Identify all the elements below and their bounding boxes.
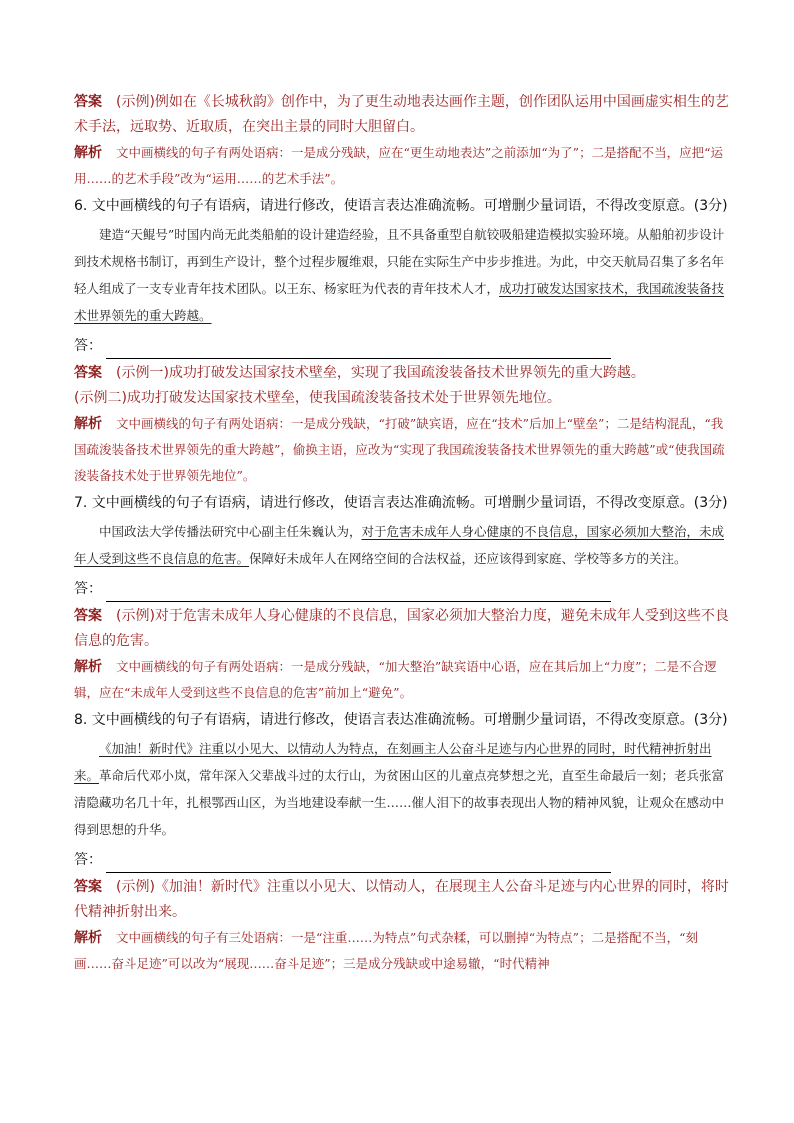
answer-line[interactable] [106, 858, 611, 873]
answer-text-6b: (示例二)成功打破发达国家技术壁垒，使我国疏浚装备技术处于世界领先地位。 [74, 390, 561, 406]
answer-label: 答案 [74, 94, 102, 110]
question-8: 8. 文中画横线的句子有语病，请进行修改，使语言表达准确流畅。可增删少量词语，不得改变原意。(3分) [74, 712, 728, 728]
passage-6 [74, 221, 734, 329]
analysis-paragraph-6 [74, 411, 734, 489]
answer-text-5: (示例)例如在《长城秋韵》创作中，为了更生动地表达画作主题，创作团队运用中国画虚实相生的艺术手法，远取势、近取质，在突出主景的同时大胆留白。 [74, 94, 729, 135]
answer-blank-8[interactable] [74, 847, 734, 873]
passage-7-underlined: 对于危害未成年人身心健康的不良信息，国家必须加大整治，未成年人受到这些不良信息的危害。 [74, 524, 725, 566]
answer-paragraph-5 [74, 90, 734, 140]
answer-text-8: (示例)《加油！新时代》注重以小见大、以情动人，在展现主人公奋斗足迹与内心世界的同时，将时代精神折射出来。 [74, 879, 729, 920]
analysis-label: 解析 [74, 145, 102, 161]
analysis-text-7: 文中画横线的句子有两处语病：一是成分残缺，“加大整治”缺宾语中心语，应在其后加上“力度”；二是不合逻辑，应在“未成年人受到这些不良信息的危害”前加上“避免”。 [74, 659, 717, 700]
analysis-text-5: 文中画横线的句子有两处语病：一是成分残缺，应在“更生动地表达”之前添加“为了”；二是搭配不当，应把“运用……的艺术手段”改为“运用……的艺术手法”。 [74, 145, 723, 186]
question-7: 7. 文中画横线的句子有语病，请进行修改，使语言表达准确流畅。可增删少量词语，不得改变原意。(3分) [74, 495, 728, 511]
analysis-paragraph-8 [74, 925, 734, 977]
analysis-paragraph-7 [74, 654, 734, 706]
analysis-paragraph-5 [74, 140, 734, 192]
answer-paragraph-8 [74, 875, 734, 925]
answer-text-6a: (示例一)成功打破发达国家技术壁垒，实现了我国疏浚装备技术世界领先的重大跨越。 [116, 365, 645, 381]
passage-8-underlined: 《加油！新时代》注重以小见大、以情动人为特点，在刻画主人公奋斗足迹与内心世界的同时，时代精神折射出来。 [74, 741, 712, 783]
passage-8 [74, 735, 734, 843]
answer-blank-label: 答： [74, 852, 102, 868]
analysis-text-8: 文中画横线的句子有三处语病：一是“注重……为特点”句式杂糅，可以删掉“为特点”；二是搭配不当，“刻画……奋斗足迹”可以改为“展现……奋斗足迹”；三是成分残缺或中途易辙，“时代精神 [74, 930, 698, 971]
passage-7-before: 中国政法大学传播法研究中心副主任朱巍认为， [99, 524, 362, 539]
passage-7 [74, 518, 734, 572]
answer-label: 答案 [74, 608, 102, 624]
answer-blank-7[interactable] [74, 576, 734, 602]
passage-8-after: 革命后代邓小岚，常年深入父辈战斗过的太行山，为贫困山区的儿童点亮梦想之光，直至生命最后一刻；老兵张富清隐藏功名几十年，扎根鄂西山区，为当地建设奉献一生……催人泪下的故事表现出人物的精神风貌，让观众在感动中得到思想的升华。 [74, 768, 725, 837]
analysis-label: 解析 [74, 930, 102, 946]
analysis-label: 解析 [74, 416, 102, 432]
answer-label: 答案 [74, 879, 102, 895]
answer-label: 答案 [74, 365, 102, 381]
answer-blank-label: 答： [74, 338, 102, 354]
answer-blank-6[interactable] [74, 333, 734, 359]
analysis-label: 解析 [74, 659, 102, 675]
passage-6-text: 建造“天鲲号”时国内尚无此类船舶的设计建造经验，且不具备重型自航铰吸船建造模拟实验环境。从船舶初步设计到技术规格书制订，再到生产设计，整个过程步履维艰，只能在实际生产中步步推进。为此，中交天航局召集了多名年轻人组成了一支专业青年技术团队。以王东、杨家旺为代表的青年技术人才， [74, 227, 725, 296]
answer-paragraph-6 [74, 361, 734, 386]
document-content [74, 90, 734, 977]
passage-6-underlined: 成功打破发达国家技术，我国疏浚装备技术世界领先的重大跨越。 [74, 281, 725, 323]
question-6: 6. 文中画横线的句子有语病，请进行修改，使语言表达准确流畅。可增删少量词语，不得改变原意。(3分) [74, 198, 728, 214]
analysis-text-6: 文中画横线的句子有两处语病：一是成分残缺，“打破”缺宾语，应在“技术”后加上“壁垒”；二是结构混乱，“我国疏浚装备技术世界领先的重大跨越”，偷换主语，应改为“实现了我国疏浚装备技术世界领先的重大跨越”或“使我国疏浚装备技术处于世界领先地位”。 [74, 416, 725, 483]
passage-7-after: 保障好未成年人在网络空间的合法权益，还应该得到家庭、学校等多方的关注。 [249, 551, 687, 566]
answer-line[interactable] [106, 587, 611, 602]
answer-text-7: (示例)对于危害未成年人身心健康的不良信息，国家必须加大整治力度，避免未成年人受到这些不良信息的危害。 [74, 608, 729, 649]
answer-line[interactable] [106, 344, 611, 359]
answer-blank-label: 答： [74, 581, 102, 597]
answer-paragraph-7 [74, 604, 734, 654]
